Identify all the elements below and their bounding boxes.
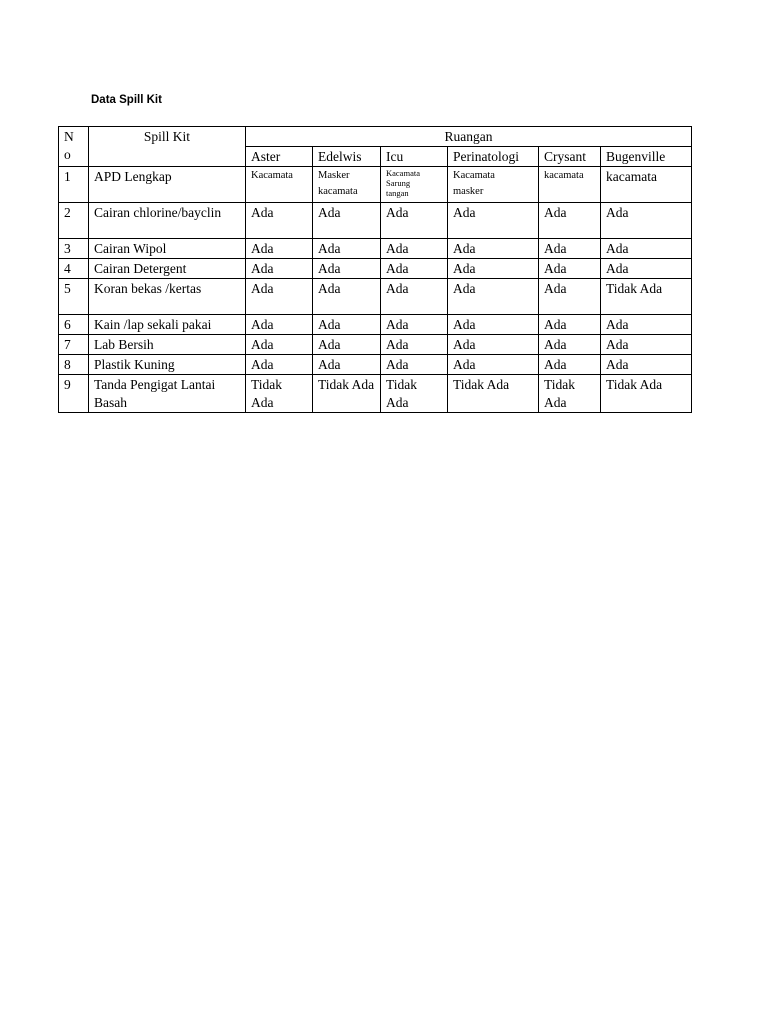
- room-status-text: Tidak Ada: [453, 377, 510, 392]
- room-status-cell: [448, 375, 539, 413]
- room-status-text: masker: [453, 186, 484, 197]
- room-status-text: Ada: [606, 241, 629, 256]
- room-status-cell: [246, 315, 313, 335]
- room-status-text: Kacamata: [453, 170, 495, 181]
- room-status-cell: [539, 239, 601, 259]
- room-status-cell: [313, 259, 381, 279]
- room-status-cell: [601, 335, 692, 355]
- room-status-text: Ada: [544, 357, 567, 372]
- room-status-text: tangan: [386, 188, 409, 198]
- room-status-text: Ada: [251, 357, 274, 372]
- room-status-text: Ada: [318, 241, 341, 256]
- room-status-text: Ada: [251, 261, 274, 276]
- room-status-text: Ada: [251, 241, 274, 256]
- header-no: [59, 127, 89, 167]
- room-status-cell: [601, 259, 692, 279]
- room-status-cell: [448, 355, 539, 375]
- room-status-text: Ada: [318, 261, 341, 276]
- room-status-text: Ada: [386, 337, 409, 352]
- table-row: [59, 335, 692, 355]
- header-row-1: [59, 127, 692, 147]
- row-number: 7: [59, 335, 89, 355]
- row-number: 4: [59, 259, 89, 279]
- table-row: [59, 239, 692, 259]
- room-status-text: Ada: [251, 205, 274, 220]
- spill-kit-item: Tanda Pengigat Lantai Basah: [89, 375, 246, 413]
- room-status-cell: [313, 167, 381, 203]
- room-status-cell: [313, 203, 381, 239]
- room-status-text: Ada: [544, 337, 567, 352]
- room-status-cell: [448, 335, 539, 355]
- room-status-text: Ada: [251, 281, 274, 296]
- row-number: 6: [59, 315, 89, 335]
- document-title: Data Spill Kit: [91, 94, 162, 106]
- spill-kit-table: [58, 126, 692, 413]
- header-room-crysant: Crysant: [539, 147, 601, 167]
- spill-kit-item: Cairan Detergent: [89, 259, 246, 279]
- room-status-text: Ada: [453, 241, 476, 256]
- room-status-cell: [381, 375, 448, 413]
- room-status-cell: [381, 355, 448, 375]
- room-status-text: Ada: [386, 317, 409, 332]
- room-status-text: Ada: [544, 317, 567, 332]
- header-ruangan: Ruangan: [246, 127, 692, 147]
- spill-kit-item: Cairan Wipol: [89, 239, 246, 259]
- header-room-bugenville: Bugenville: [601, 147, 692, 167]
- room-status-cell: [246, 355, 313, 375]
- room-status-cell: [601, 167, 692, 203]
- room-status-cell: [601, 279, 692, 315]
- room-status-cell: [313, 335, 381, 355]
- room-status-cell: [313, 355, 381, 375]
- table-row: [59, 315, 692, 335]
- room-status-text: Ada: [453, 337, 476, 352]
- header-room-perinatologi: Perinatologi: [448, 147, 539, 167]
- room-status-text: Ada: [318, 281, 341, 296]
- room-status-cell: [448, 259, 539, 279]
- room-status-text: Ada: [453, 281, 476, 296]
- room-status-cell: [601, 355, 692, 375]
- table-row: [59, 279, 692, 315]
- room-status-text: Ada: [453, 261, 476, 276]
- room-status-cell: [448, 315, 539, 335]
- room-status-text: Ada: [544, 241, 567, 256]
- header-room-icu: Icu: [381, 147, 448, 167]
- room-status-text: Ada: [606, 337, 629, 352]
- room-status-text: Ada: [318, 357, 341, 372]
- room-status-text: kacamata: [318, 186, 358, 197]
- room-status-cell: [246, 375, 313, 413]
- spill-kit-item: Koran bekas /kertas: [89, 279, 246, 315]
- header-room-aster: Aster: [246, 147, 313, 167]
- room-status-cell: [246, 335, 313, 355]
- table-row: [59, 167, 692, 203]
- room-status-cell: [381, 239, 448, 259]
- room-status-text: Tidak Ada: [386, 377, 418, 410]
- room-status-cell: [246, 279, 313, 315]
- room-status-cell: [448, 279, 539, 315]
- room-status-text: Ada: [251, 317, 274, 332]
- room-status-text: Tidak Ada: [251, 377, 283, 410]
- room-status-cell: [539, 279, 601, 315]
- room-status-cell: [246, 203, 313, 239]
- room-status-cell: [539, 259, 601, 279]
- room-status-text: Ada: [453, 205, 476, 220]
- room-status-text: Tidak Ada: [318, 377, 375, 392]
- room-status-cell: [313, 315, 381, 335]
- row-number: 1: [59, 167, 89, 203]
- header-spill-kit: Spill Kit: [89, 127, 246, 167]
- spill-kit-item: Kain /lap sekali pakai: [89, 315, 246, 335]
- room-status-cell: [246, 259, 313, 279]
- room-status-text: Sarung: [386, 178, 411, 188]
- room-status-cell: [539, 335, 601, 355]
- room-status-text: Ada: [606, 205, 629, 220]
- spill-kit-item: APD Lengkap: [89, 167, 246, 203]
- row-number: 9: [59, 375, 89, 413]
- row-number: 5: [59, 279, 89, 315]
- room-status-cell: [381, 279, 448, 315]
- room-status-text: Ada: [544, 205, 567, 220]
- room-status-cell: [381, 203, 448, 239]
- table-row: [59, 203, 692, 239]
- room-status-text: Tidak Ada: [606, 377, 663, 392]
- row-number: 8: [59, 355, 89, 375]
- room-status-text: Ada: [386, 205, 409, 220]
- room-status-text: Ada: [386, 357, 409, 372]
- table-row: [59, 355, 692, 375]
- header-no-line-2: o: [64, 147, 71, 162]
- room-status-cell: [539, 167, 601, 203]
- room-status-text: Tidak Ada: [544, 377, 576, 410]
- room-status-text: Ada: [453, 317, 476, 332]
- room-status-cell: [448, 203, 539, 239]
- room-status-cell: [313, 375, 381, 413]
- room-status-cell: [313, 279, 381, 315]
- room-status-text: Ada: [606, 357, 629, 372]
- room-status-text: Ada: [606, 261, 629, 276]
- room-status-cell: [381, 335, 448, 355]
- table-body: [59, 167, 692, 413]
- room-status-cell: [381, 259, 448, 279]
- room-status-text: Kacamata: [386, 168, 420, 178]
- room-status-text: kacamata: [606, 169, 657, 184]
- header-room-edelwis: Edelwis: [313, 147, 381, 167]
- room-status-cell: [448, 239, 539, 259]
- header-no-line-1: N: [64, 129, 74, 144]
- room-status-cell: [246, 239, 313, 259]
- spill-kit-item: Cairan chlorine/bayclin: [89, 203, 246, 239]
- room-status-text: Ada: [386, 281, 409, 296]
- room-status-text: Ada: [386, 241, 409, 256]
- room-status-text: Ada: [544, 281, 567, 296]
- room-status-text: Ada: [251, 337, 274, 352]
- room-status-cell: [539, 203, 601, 239]
- room-status-text: Ada: [544, 261, 567, 276]
- room-status-cell: [539, 375, 601, 413]
- room-status-text: Ada: [453, 357, 476, 372]
- room-status-cell: [601, 375, 692, 413]
- room-status-text: Ada: [318, 205, 341, 220]
- room-status-cell: [601, 239, 692, 259]
- room-status-text: kacamata: [544, 170, 584, 181]
- room-status-text: Ada: [318, 337, 341, 352]
- room-status-text: Masker: [318, 170, 350, 181]
- room-status-cell: [601, 203, 692, 239]
- room-status-cell: [381, 315, 448, 335]
- table-row: [59, 259, 692, 279]
- room-status-cell: [539, 355, 601, 375]
- room-status-cell: [381, 167, 448, 203]
- room-status-cell: [448, 167, 539, 203]
- room-status-cell: [246, 167, 313, 203]
- room-status-cell: [601, 315, 692, 335]
- room-status-cell: [539, 315, 601, 335]
- spill-kit-item: Lab Bersih: [89, 335, 246, 355]
- room-status-text: Ada: [386, 261, 409, 276]
- table-row: [59, 375, 692, 413]
- row-number: 3: [59, 239, 89, 259]
- room-status-text: Kacamata: [251, 170, 293, 181]
- room-status-text: Ada: [318, 317, 341, 332]
- room-status-text: Ada: [606, 317, 629, 332]
- spill-kit-item: Plastik Kuning: [89, 355, 246, 375]
- room-status-cell: [313, 239, 381, 259]
- room-status-text: Tidak Ada: [606, 281, 663, 296]
- row-number: 2: [59, 203, 89, 239]
